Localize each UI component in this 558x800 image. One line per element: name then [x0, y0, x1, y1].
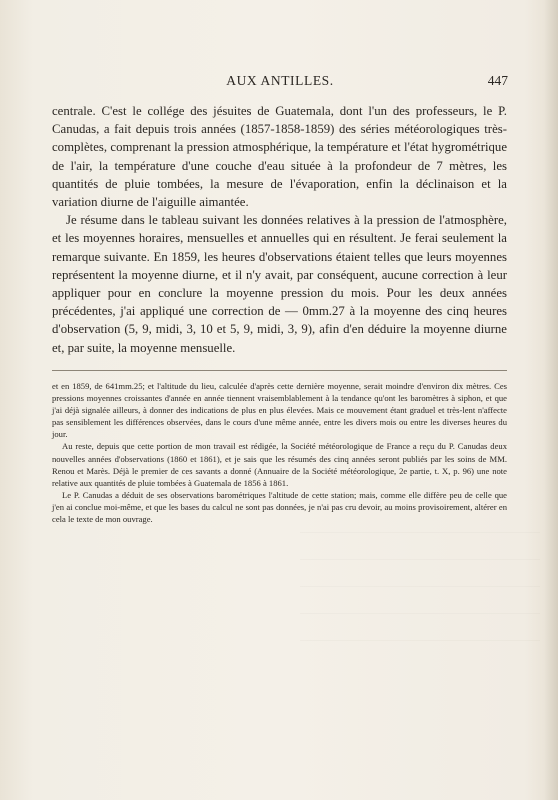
- bleed-line: [300, 574, 540, 587]
- footnote-paragraph: Au reste, depuis que cette portion de mon travail est rédigée, la Société météorologique de France a reçu du P. Canudas deux nouvelles années d'observations (1860 et 1861), et je sais que les résumés des cinq années seront publiés par les soins de MM. Renou et Marès. Déjà le premier de ces savants a donné (Annuaire de la Société météorologique, 2e partie, t. X, p. 96) une note relative aux quantités de pluie tombées à Guatemala de 1856 à 1861.: [52, 441, 507, 488]
- bleed-line: [300, 628, 540, 641]
- footnotes: [52, 380, 507, 525]
- footnote-paragraph: Le P. Canudas a déduit de ses observations barométriques l'altitude de cette station; mais, comme elle diffère peu de celle que j'en ai conclue moi-même, et que les bases du calcul ne sont pas données, je n'ai pas cru devoir, au moins provisoirement, altérer en cela le texte de mon ouvrage.: [52, 489, 507, 525]
- body-text: [52, 102, 507, 357]
- show-through-bleed: [300, 520, 540, 700]
- body-paragraph: centrale. C'est le collége des jésuites de Guatemala, dont l'un des professeurs, le P. Canudas, a fait depuis trois années (1857-1858-1859) des séries météorologiques très-complètes, comprenant la pression atmosphérique, la température et l'état hygrométrique de l'air, la température d'une couche d'eau située à la profondeur de 7 mètres, les quantités de pluie tombées, la mesure de l'évaporation, enfin la déclinaison et la variation diurne de l'aiguille aimantée.: [52, 104, 507, 210]
- footnote-paragraph: et en 1859, de 641mm.25; et l'altitude du lieu, calculée d'après cette dernière moyenne, serait moindre d'environ dix mètres. Ces pressions moyennes croissantes d'année en année tiennent vraisemblablement à la tendance qu'ont les baromètres à siphon, et que j'ai déjà signalée ailleurs, à donner des indications de plus en plus élevées. Mais ce mouvement étant graduel et très-lent n'affecte pas sensiblement les différences observées, dans le cours d'une même année, entre les divers mois ou entre les diverses heures du jour.: [52, 381, 507, 440]
- footnote-rule: [52, 370, 507, 371]
- page-edge-shadow: [544, 0, 558, 800]
- body-paragraph: Je résume dans le tableau suivant les données relatives à la pression de l'atmosphère, et les moyennes horaires, mensuelles et annuelles qui en résultent. Je ferai seulement la remarque suivante. En 1859, les heures d'observations étaient telles que leurs moyennes représentent la moyenne diurne, et il n'y avait, par conséquent, aucune correction à leur appliquer pour en conclure la moyenne pression du mois. Pour les deux années précédentes, j'ai appliqué une correction de — 0mm.27 à la moyenne des cinq heures d'observation (5, 9, midi, 3, 10 et 5, 9, midi, 3, 9), afin d'en déduire la moyenne diurne et, par suite, la moyenne mensuelle.: [52, 213, 507, 355]
- page-number: 447: [487, 73, 508, 88]
- bleed-line: [300, 520, 540, 533]
- bleed-line: [300, 601, 540, 614]
- page-header: [52, 73, 508, 93]
- bleed-line: [300, 547, 540, 560]
- running-head: AUX ANTILLES.: [226, 73, 334, 88]
